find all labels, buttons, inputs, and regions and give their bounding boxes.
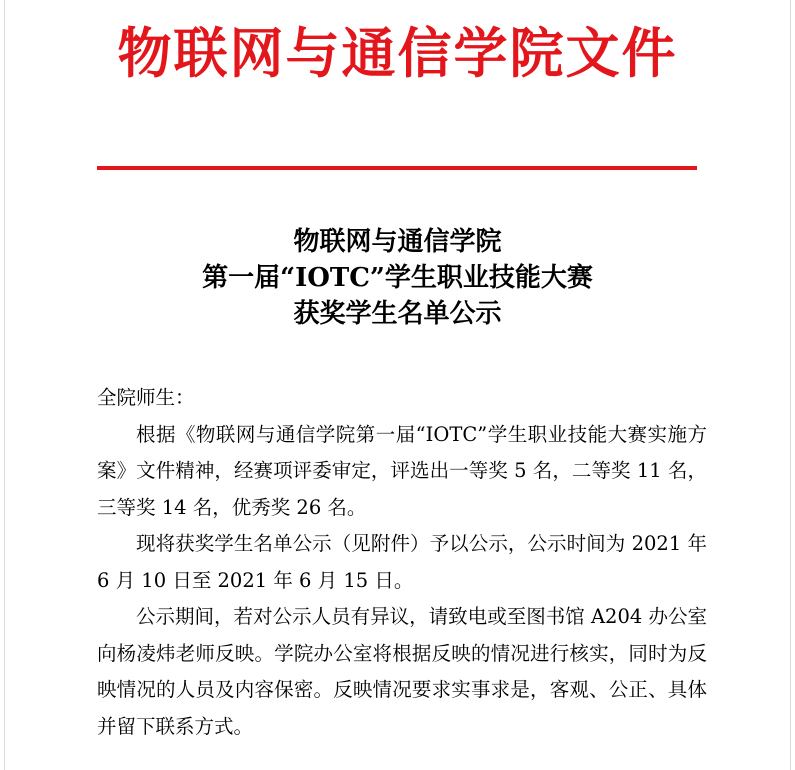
title-line-3: 获奖学生名单公示 — [293, 299, 502, 329]
salutation: 全院师生： — [97, 386, 195, 409]
body-paragraph-3: 公示期间，若对公示人员有异议，请致电或至图书馆 A204 办公室向杨凌炜老师反映。学院办公室将根据反映的情况进行核实，同时为反映情况的人员及内容保密。反映情况要求实事求是，客观、公正、具体并留下联系方式。 — [97, 605, 707, 738]
body-paragraph-1: 根据《物联网与通信学院第一届“IOTC”学生职业技能大赛实施方案》文件精神，经赛项评委审定，评选出一等奖 5 名，二等奖 11 名，三等奖 14 名，优秀奖 26 名。 — [97, 422, 707, 519]
document-header-title: 物联网与通信学院文件 — [117, 21, 678, 85]
page-border-right — [790, 0, 791, 770]
document-title — [0, 224, 795, 332]
header-divider — [97, 166, 697, 170]
page-border-left — [4, 0, 5, 770]
document-body — [97, 380, 707, 745]
body-paragraph-2: 现将获奖学生名单公示（见附件）予以公示，公示时间为 2021 年 6 月 10 日至 2021 年 6 月 15 日。 — [97, 532, 707, 592]
title-line-1: 物联网与通信学院 — [293, 227, 502, 257]
title-line-2: 第一届“IOTC”学生职业技能大赛 — [202, 263, 593, 293]
